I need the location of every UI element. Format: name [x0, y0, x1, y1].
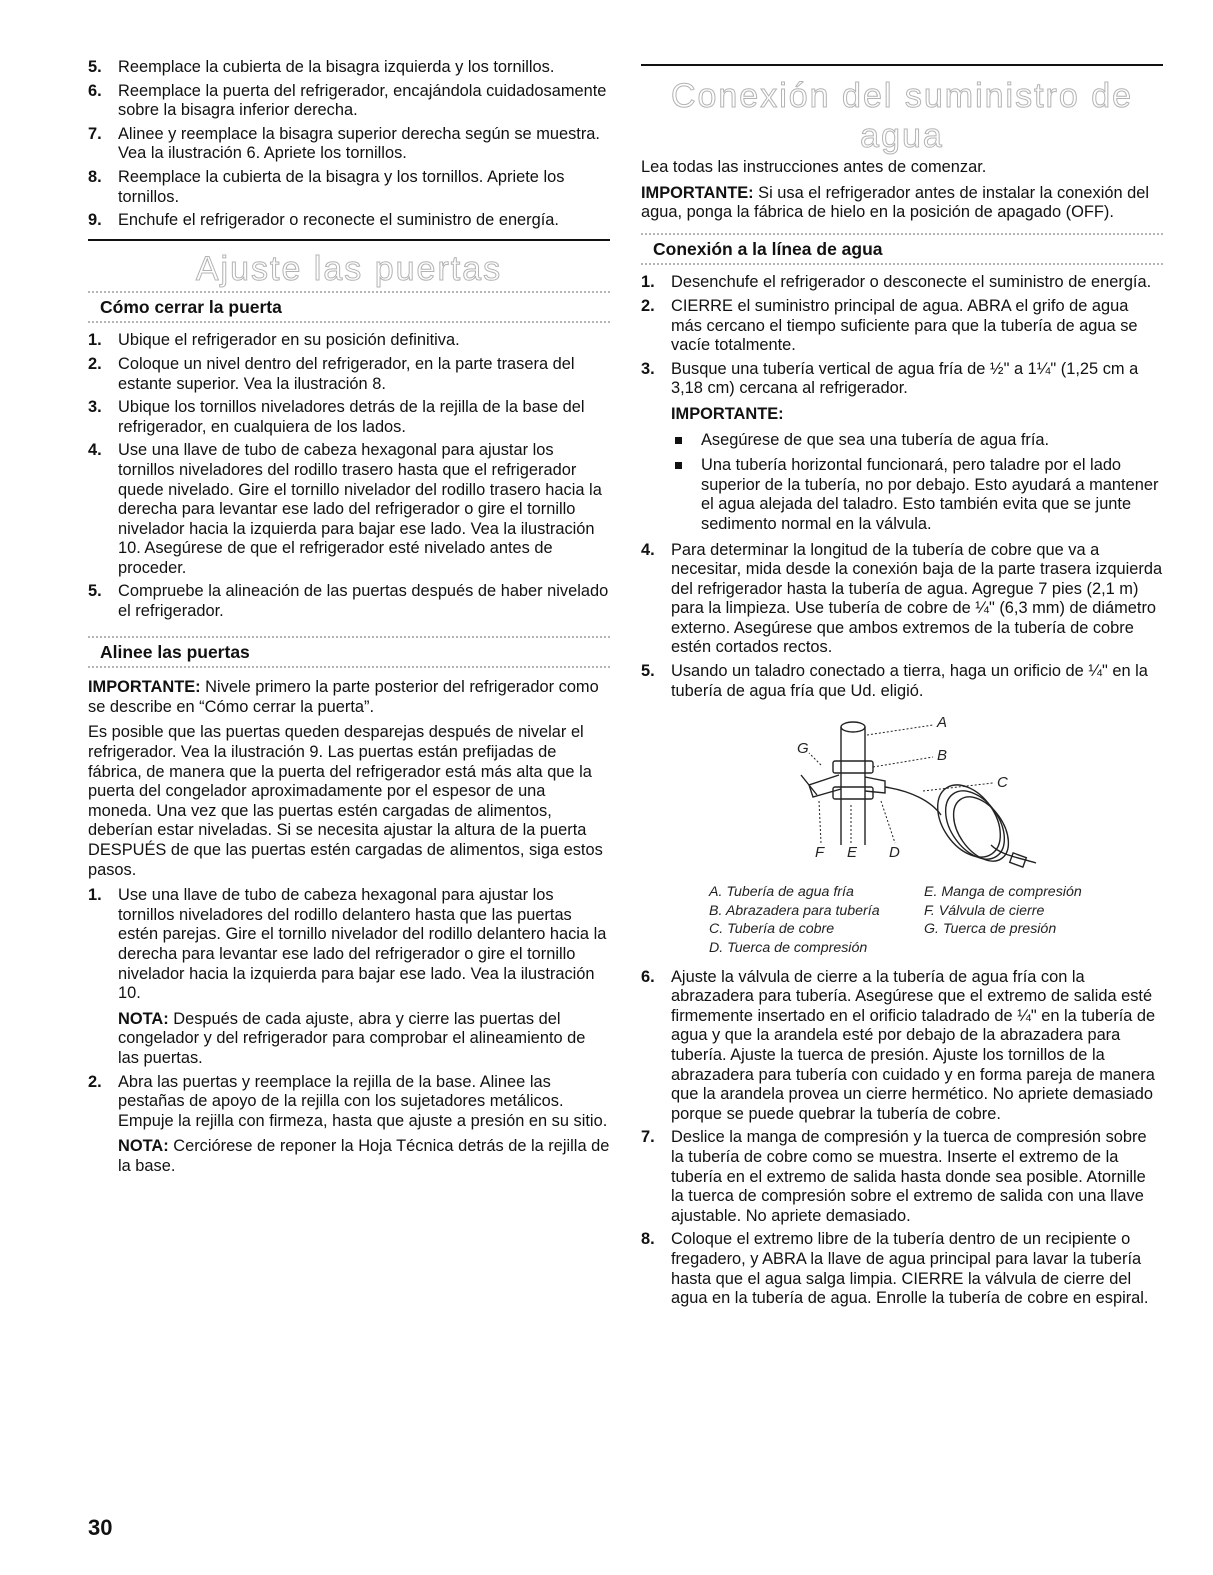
closing-door-steps	[88, 331, 610, 621]
subsection-title: Conexión a la línea de agua	[653, 238, 883, 259]
dotted-divider	[641, 263, 1163, 265]
list-item	[641, 360, 1163, 535]
list-item	[88, 582, 610, 621]
list-item	[88, 125, 610, 164]
list-item	[88, 886, 610, 1068]
legend-item: G. Tuerca de presión	[924, 921, 1057, 938]
list-item	[88, 211, 610, 231]
left-column	[88, 58, 610, 1181]
step-text: Reemplace la cubierta de la bisagra y los tornillos. Apriete los tornillos.	[118, 167, 565, 206]
important-text: Nivele primero la parte posterior del refrigerador como se describe en “Cómo cerrar la puerta”.	[88, 678, 599, 716]
step-text: Alinee y reemplace la bisagra superior derecha según se muestra. Vea la ilustración 6. Apriete los tornillos.	[118, 124, 600, 163]
list-item	[88, 441, 610, 578]
step-number: 2.	[88, 354, 102, 373]
valve-illustration	[641, 705, 1163, 877]
door-paragraph: Es posible que las puertas queden desparejas después de nivelar el refrigerador. Vea la ilustración 9. Las puertas están prefijadas de fábrica, de manera que la puerta del refrigerador está más alta que la puerta del congelador aproximadamente por el espesor de una moneda. Una vez que las puertas estén cargadas de alimentos, deberían estar niveladas. Si se necesita ajustar la altura de la puerta DESPUÉS de que las puertas estén cargadas de alimentos, siga estos pasos.	[88, 723, 603, 879]
step-text: Abra las puertas y reemplace la rejilla de la base. Alinee las pestañas de apoyo de la rejilla con los sujetadores metálicos. Empuje la rejilla con firmeza, hasta que ajuste a presión en su sitio.	[118, 1072, 608, 1130]
pipe-top	[841, 722, 865, 732]
list-item	[641, 968, 1163, 1125]
step-text: Ubique los tornillos niveladores detrás de la rejilla de la base del refrigerador, en cualquiera de los lados.	[118, 398, 585, 436]
note-label: NOTA:	[118, 1009, 169, 1028]
valve-handle	[801, 775, 817, 795]
step-number: 3.	[88, 398, 102, 417]
step-text: CIERRE el suministro principal de agua. ABRA el grifo de agua más cercano el tiempo suficiente para que la tubería de agua se vacíe totalmente.	[671, 296, 1138, 355]
note-label: NOTA:	[118, 1137, 169, 1156]
list-item	[641, 297, 1163, 356]
label-e: E	[847, 844, 858, 862]
section-divider	[641, 64, 1163, 66]
step-number: 9.	[88, 211, 102, 230]
note-text: Cerciórese de reponer la Hoja Técnica detrás de la rejilla de la base.	[118, 1137, 610, 1175]
section-title: Ajuste las puertas	[195, 249, 503, 288]
step-text: Reemplace la cubierta de la bisagra izquierda y los tornillos.	[118, 58, 555, 76]
valve-diagram	[641, 705, 1163, 877]
diagram-legend	[641, 883, 1163, 957]
subsection-title: Alinee las puertas	[100, 641, 250, 662]
step-number: 8.	[641, 1230, 655, 1249]
bullet-item	[671, 456, 1163, 534]
step-number: 6.	[641, 967, 655, 986]
step-number: 5.	[641, 662, 655, 681]
label-g: G	[797, 740, 809, 758]
step-text: Compruebe la alineación de las puertas después de haber nivelado el refrigerador.	[118, 582, 609, 621]
step-number: 7.	[641, 1128, 655, 1147]
bullet-item	[671, 431, 1163, 451]
important-note	[641, 184, 1163, 223]
step-text: Coloque el extremo libre de la tubería dentro de un recipiente o fregadero, y ABRA la llave de agua principal para lavar la tubería hasta que el agua salga limpia. CIERRE la válvula de cierre del agua en la tubería de agua. Enrolle la tubería de cobre en espiral.	[671, 1230, 1149, 1308]
legend-item: A. Tubería de agua fría	[709, 884, 854, 901]
step-note	[118, 1010, 610, 1069]
important-label: IMPORTANTE:	[641, 183, 754, 202]
list-item	[641, 541, 1163, 659]
cold-water-pipe	[841, 727, 865, 845]
label-d: D	[889, 844, 900, 862]
step-text: Desenchufe el refrigerador o desconecte el suministro de energía.	[671, 273, 1152, 292]
step-number: 6.	[88, 81, 102, 100]
step-text: Busque una tubería vertical de agua fría de ½" a 1¼" (1,25 cm a 3,18 cm) cercana al refrigerador.	[671, 359, 1139, 398]
step-number: 8.	[88, 167, 102, 186]
legend-column-2	[924, 883, 1082, 957]
dotted-divider	[88, 666, 610, 668]
step-text: Ubique el refrigerador en su posición definitiva.	[118, 331, 460, 350]
legend-item: C. Tubería de cobre	[709, 921, 835, 938]
list-item	[88, 355, 610, 394]
square-bullet-icon	[675, 437, 682, 444]
pipe-clamp	[833, 761, 873, 773]
list-item	[641, 1128, 1163, 1226]
section-title: Conexión del suministro de agua	[670, 77, 1134, 155]
step-text: Usando un taladro conectado a tierra, haga un orificio de ¼" en la tubería de agua fría que Ud. eligió.	[671, 662, 1148, 700]
water-line-steps	[641, 273, 1163, 701]
step-text: Use una llave de tubo de cabeza hexagonal para ajustar los tornillos niveladores del rodillo trasero hasta que el refrigerador quede nivelado. Gire el tornillo nivelador del rodillo trasero hacia la derecha para levantar ese lado del refrigerador o gire el tornillo nivelador hacia la izquierda para bajar ese lado. Vea la ilustración 10. Asegúrese de que el refrigerador esté nivelado antes de proceder.	[118, 441, 602, 577]
list-item	[88, 168, 610, 207]
step-text: Coloque un nivel dentro del refrigerador, en la parte trasera del estante superior. Vea la ilustración 8.	[118, 354, 575, 393]
water-line-steps-continued	[641, 968, 1163, 1309]
label-b: B	[937, 747, 948, 765]
dotted-divider	[88, 321, 610, 323]
list-item	[641, 1230, 1163, 1308]
list-item	[88, 1073, 610, 1177]
square-bullet-icon	[675, 462, 682, 469]
important-label: IMPORTANTE:	[671, 404, 784, 423]
step-text: Para determinar la longitud de la tubería de cobre que va a necesitar, mida desde la conexión baja de la parte trasera izquierda del refrigerador hasta la tubería de agua. Agregue 7 pies (2,1 m) para la limpieza. Use tubería de cobre de ¼" (6,3 mm) de diámetro externo. Asegúrese que ambos extremos de la tubería de cobre estén cortados rectos.	[671, 540, 1163, 657]
list-item	[88, 398, 610, 437]
step-number: 4.	[88, 441, 102, 460]
step-number: 5.	[88, 582, 102, 601]
step-number: 4.	[641, 540, 655, 559]
legend-item: F. Válvula de cierre	[924, 902, 1045, 919]
step-text: Use una llave de tubo de cabeza hexagonal para ajustar los tornillos niveladores del rodillo delantero hasta que las puertas estén parejas. Gire el tornillo nivelador del rodillo delantero hacia la derecha para levantar ese lado del refrigerador o gire el tornillo nivelador hacia la izquierda para bajar ese lado. Vea la ilustración 10.	[118, 886, 607, 1003]
step-number: 2.	[88, 1072, 102, 1091]
step-number: 5.	[88, 58, 102, 76]
pipe-clamp-lower	[833, 787, 873, 799]
list-item	[88, 82, 610, 121]
step-text: Enchufe el refrigerador o reconecte el suministro de energía.	[118, 211, 559, 230]
important-label: IMPORTANTE:	[88, 678, 201, 697]
step-text: Reemplace la puerta del refrigerador, encajándola cuidadosamente sobre la bisagra inferior derecha.	[118, 81, 607, 120]
step-number: 2.	[641, 296, 655, 315]
note-text: Después de cada ajuste, abra y cierre las puertas del congelador y del refrigerador para comprobar el alineamiento de las puertas.	[118, 1009, 586, 1067]
label-f: F	[815, 844, 825, 862]
step-number: 1.	[88, 886, 102, 905]
legend-column-1	[709, 883, 924, 957]
list-item	[641, 662, 1163, 701]
pressure-nut	[865, 777, 885, 793]
top-steps-list	[88, 58, 610, 231]
step-text: Ajuste la válvula de cierre a la tubería de agua fría con la abrazadera para tubería. Asegúrese que el extremo de salida esté firmemente insertado en el orificio taladrado de ¼" en la tubería de agua y que la arandela esté por debajo de la abrazadera para tubería. Ajuste la tuerca de presión. Ajuste los tornillos de la abrazadera para tubería con cuidado y en forma pareja de manera que la arandela provea un cierre hermético. No apriete demasiado porque se puede quebrar la tubería de cobre.	[671, 967, 1156, 1123]
label-a: A	[937, 714, 948, 732]
list-item	[88, 331, 610, 351]
step-text: Deslice la manga de compresión y la tuerca de compresión sobre la tubería de cobre como se muestra. Inserte el extremo de la tubería en el extremo de salida hasta donde sea posible. Atornille la tuerca de compresión sobre el extremo de salida con una llave ajustable. No apriete demasiado.	[671, 1128, 1147, 1225]
intro-text: Lea todas las instrucciones antes de comenzar.	[641, 158, 987, 176]
coil-loop-3	[942, 787, 1019, 871]
legend-item: D. Tuerca de compresión	[709, 940, 868, 957]
list-item	[88, 58, 610, 78]
label-c: C	[997, 774, 1008, 792]
step-number: 7.	[88, 124, 102, 143]
right-column	[641, 64, 1163, 1313]
important-note	[88, 678, 610, 717]
bullet-text: Una tubería horizontal funcionará, pero taladre por el lado superior de la tubería, no por debajo. Esto ayudará a mantener el agua alejada del taladro. Esto también evita que se junte sedimento normal en la válvula.	[701, 456, 1159, 533]
list-item	[641, 273, 1163, 293]
step-note	[118, 1137, 610, 1176]
step-number: 1.	[88, 331, 102, 350]
subsection-title: Cómo cerrar la puerta	[100, 296, 282, 317]
legend-item: E. Manga de compresión	[924, 884, 1082, 901]
step-number: 1.	[641, 273, 655, 292]
page-number: 30	[88, 1515, 113, 1540]
important-text: Si usa el refrigerador antes de instalar la conexión del agua, ponga la fábrica de hielo en la posición de apagado (OFF).	[641, 183, 1150, 222]
section-divider	[88, 239, 610, 241]
bullet-list	[671, 431, 1163, 535]
bullet-text: Asegúrese de que sea una tubería de agua fría.	[701, 430, 1050, 449]
align-door-steps	[88, 886, 610, 1176]
legend-item: B. Abrazadera para tubería	[709, 902, 880, 919]
copper-tubing	[885, 787, 941, 815]
step-number: 3.	[641, 359, 655, 378]
shutoff-valve	[809, 775, 841, 797]
